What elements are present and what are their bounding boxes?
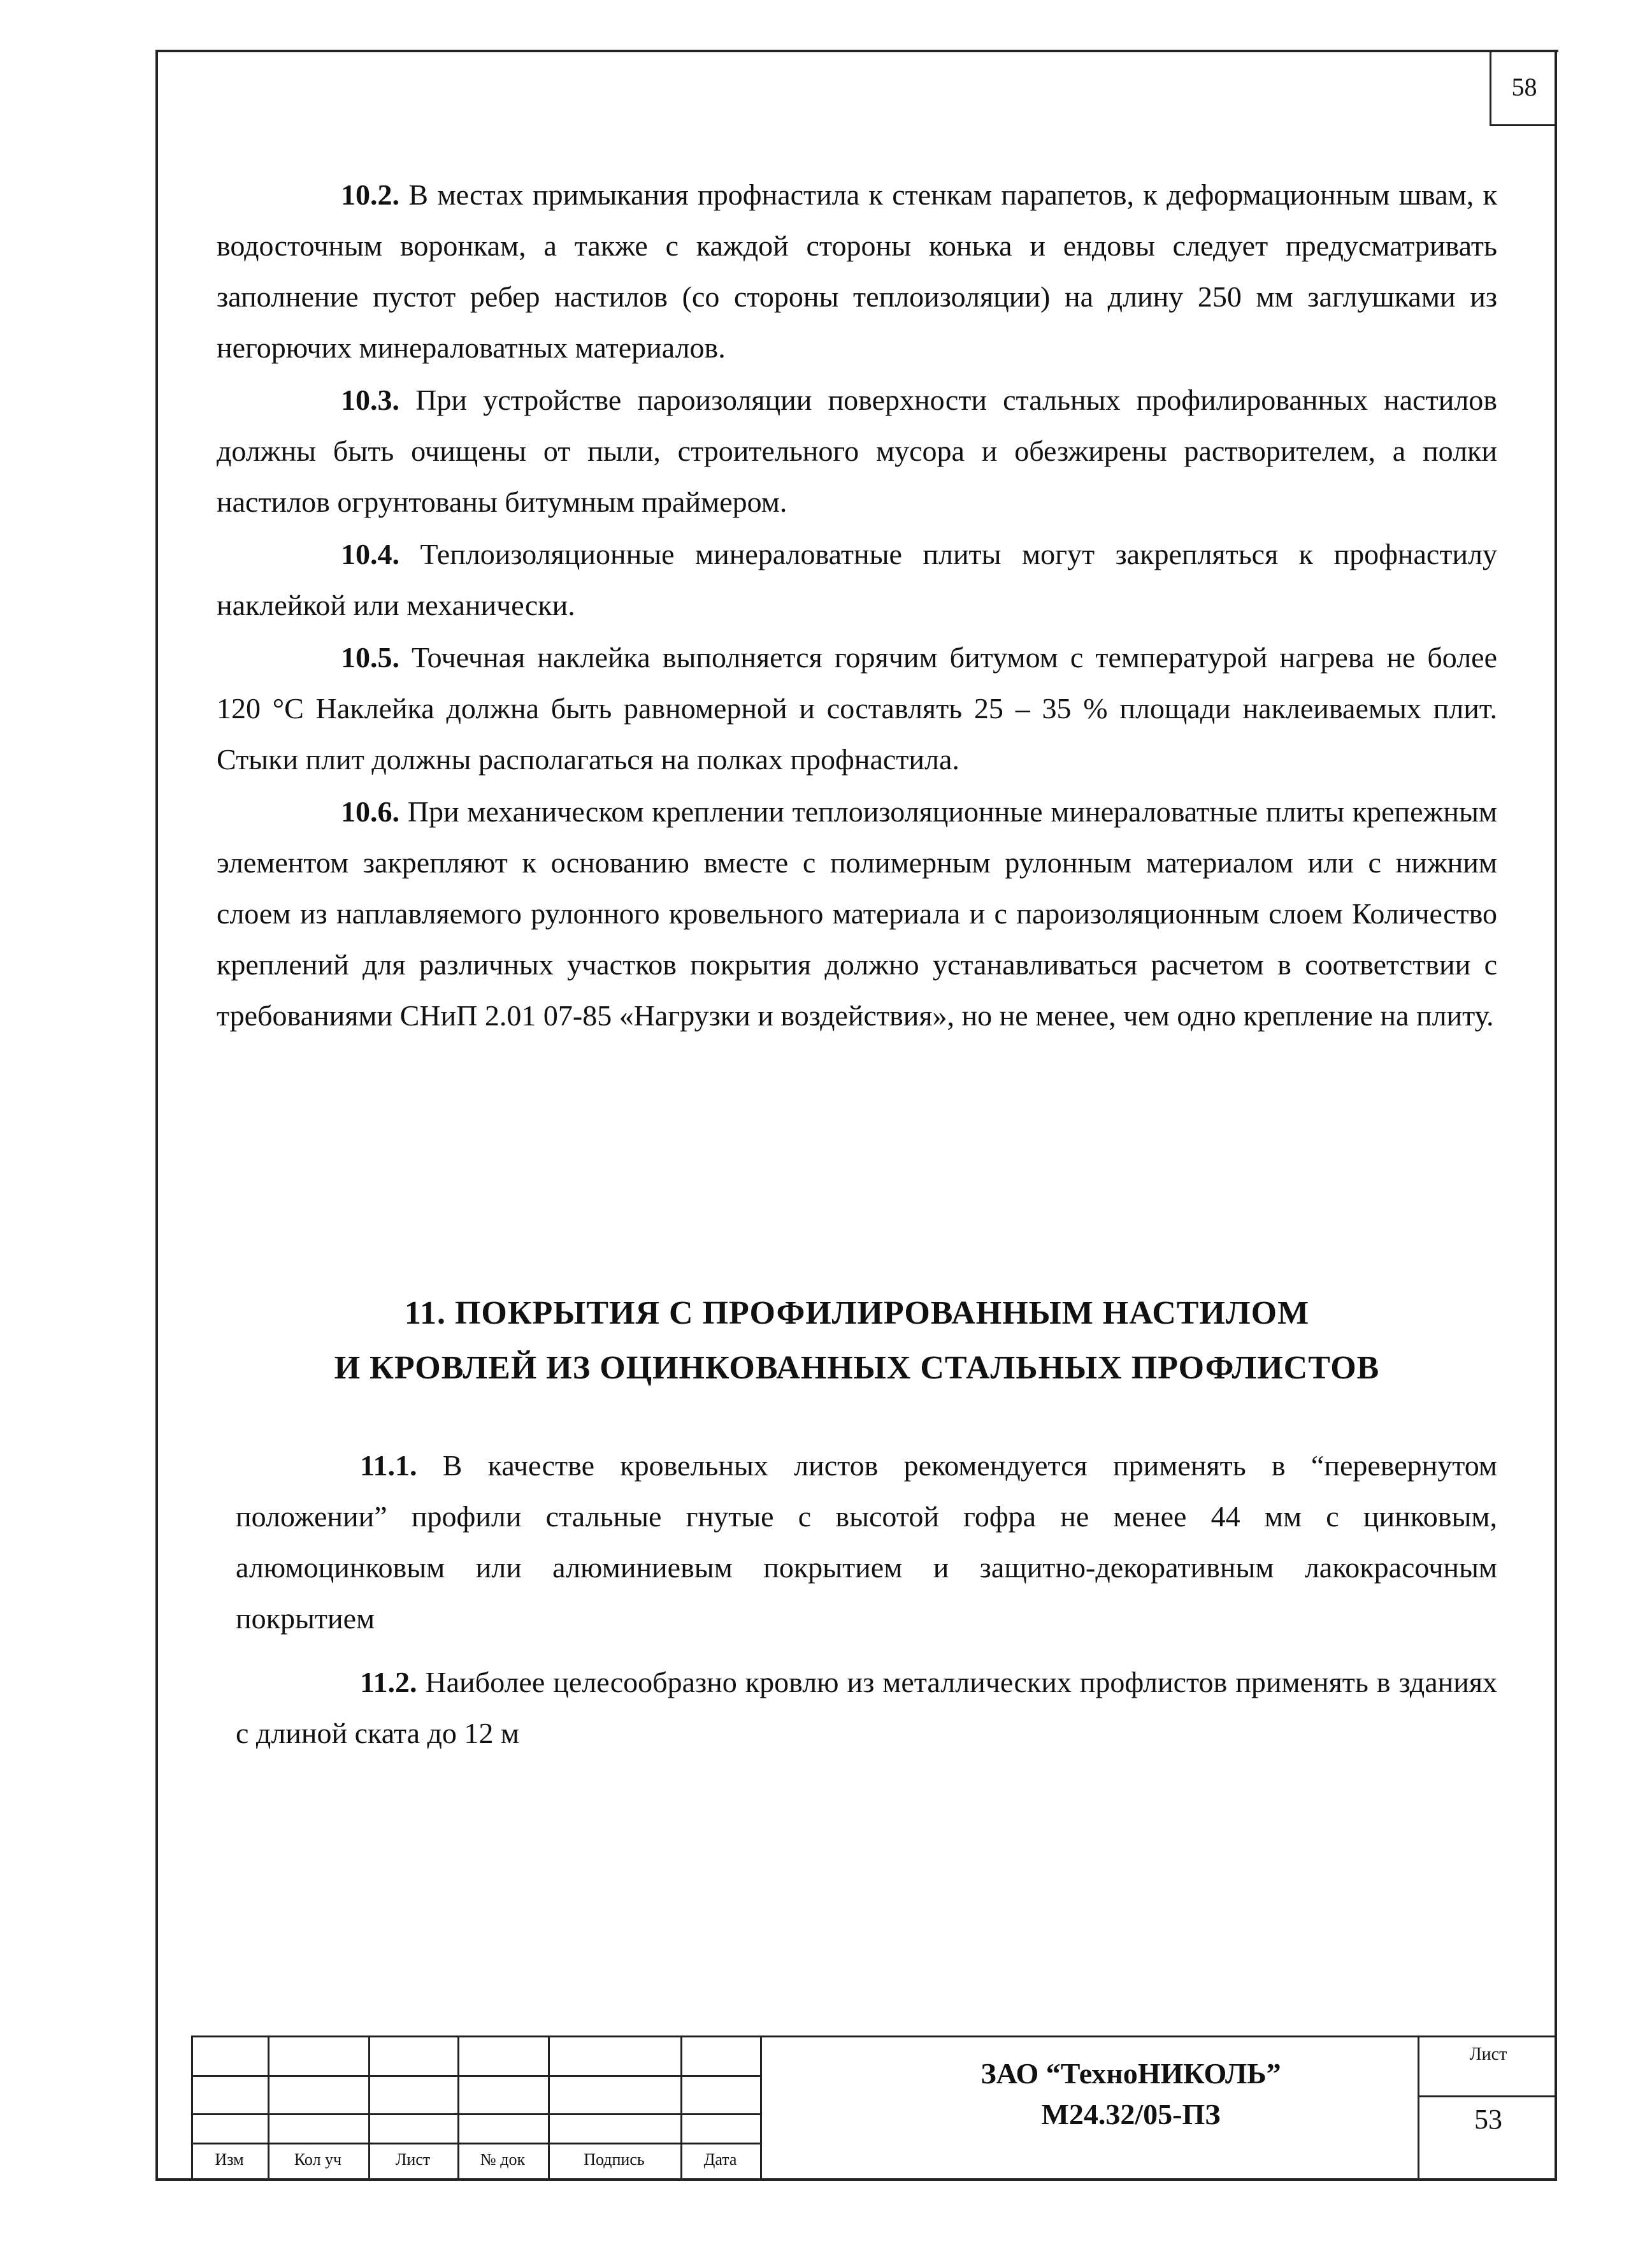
section-11-body — [236, 1440, 1497, 1759]
col-label-date: Дата — [703, 2150, 737, 2169]
title-block-row-line — [191, 2075, 761, 2077]
section-11-heading — [217, 1286, 1497, 1396]
paragraph-number: 10.3. — [341, 384, 399, 416]
company-name: ЗАО “ТехноНИКОЛЬ” — [980, 2057, 1281, 2090]
frame-right-border — [1555, 50, 1557, 2180]
top-page-number — [1490, 50, 1557, 126]
title-block-row-line — [191, 2113, 761, 2115]
paragraph-10-4 — [217, 529, 1497, 631]
paragraph-10-5 — [217, 632, 1497, 785]
top-page-number-text: 58 — [1511, 73, 1537, 101]
paragraph-number: 10.4. — [341, 538, 399, 570]
title-block-company — [765, 2053, 1497, 2135]
paragraph-text: При устройстве пароизоляции поверхности стальных профилированных настилов должны быть очищены от пыли, строительного мусора и обезжирены растворителем, а полки настилов огрунтованы битумным праймером. — [217, 384, 1497, 518]
heading-line-1: 11. ПОКРЫТИЯ С ПРОФИЛИРОВАННЫМ НАСТИЛОМ — [404, 1295, 1310, 1331]
paragraph-text: Точечная наклейка выполняется горячим битумом с температурой нагрева не более 120 °С Наклейка должна быть равномерной и составлять 25 – 35 % площади наклеиваемых плит. Стыки плит должны располагаться на полках профнастила. — [217, 641, 1497, 776]
title-block — [191, 2035, 1557, 2181]
paragraph-10-6 — [217, 786, 1497, 1041]
paragraph-10-2 — [217, 170, 1497, 373]
col-label-list: Лист — [395, 2150, 431, 2169]
col-label-doc-no: № док — [480, 2150, 526, 2169]
paragraph-11-1 — [236, 1440, 1497, 1644]
sheet-label: Лист — [1469, 2044, 1507, 2064]
paragraph-text: В местах примыкания профнастила к стенкам парапетов, к деформационным швам, к водосточным воронкам, а также с каждой стороны конька и ендовы следует предусматривать заполнение пустот ребер настилов (со стороны теплоизоляции) на длину 250 мм заглушками из негорючих минераловатных материалов. — [217, 178, 1498, 364]
paragraph-number: 11.1. — [360, 1449, 417, 1482]
col-label-signature: Подпись — [584, 2150, 645, 2169]
section-10-body — [217, 170, 1497, 1041]
col-label-kol-uch: Кол уч — [294, 2150, 342, 2169]
heading-line-2: И КРОВЛЕЙ ИЗ ОЦИНКОВАННЫХ СТАЛЬНЫХ ПРОФЛИСТОВ — [334, 1350, 1380, 1386]
col-label-izm: Изм — [215, 2150, 244, 2169]
document-code: М24.32/05-ПЗ — [1041, 2098, 1221, 2130]
paragraph-number: 10.2. — [341, 178, 399, 211]
paragraph-number: 10.5. — [341, 641, 399, 674]
title-block-top-line — [191, 2035, 1557, 2037]
paragraph-text: В качестве кровельных листов рекомендуется применять в “перевернутом положении” профили стальные гнутые с высотой гофра не менее 44 мм с цинковым, алюмоцинковым или алюминиевым покрытием и защитно-декоративным лакокрасочным покрытием — [236, 1449, 1497, 1635]
paragraph-11-2 — [236, 1657, 1497, 1759]
title-block-col-line — [760, 2035, 762, 2181]
paragraph-text: При механическом креплении теплоизоляционные минераловатные плиты крепежным элементом закрепляют к основанию вместе с полимерным рулонным материалом или с нижним слоем из наплавляемого рулонного кровельного материала и с пароизоляционным слоем Количество креплений для различных участков покрытия должно устанавливаться расчетом в соответствии с требованиями СНиП 2.01 07-85 «Нагрузки и воздействия», но не менее, чем одно крепление на плиту. — [217, 795, 1498, 1032]
title-block-row-line — [191, 2143, 761, 2144]
paragraph-10-3 — [217, 375, 1497, 528]
paragraph-text: Наиболее целесообразно кровлю из металлических профлистов применять в зданиях с длиной ската до 12 м — [236, 1666, 1498, 1749]
sheet-number: 53 — [1474, 2104, 1502, 2135]
paragraph-text: Теплоизоляционные минераловатные плиты могут закрепляться к профнастилу наклейкой или механически. — [217, 538, 1497, 621]
paragraph-number: 11.2. — [360, 1666, 417, 1698]
paragraph-number: 10.6. — [341, 795, 399, 828]
